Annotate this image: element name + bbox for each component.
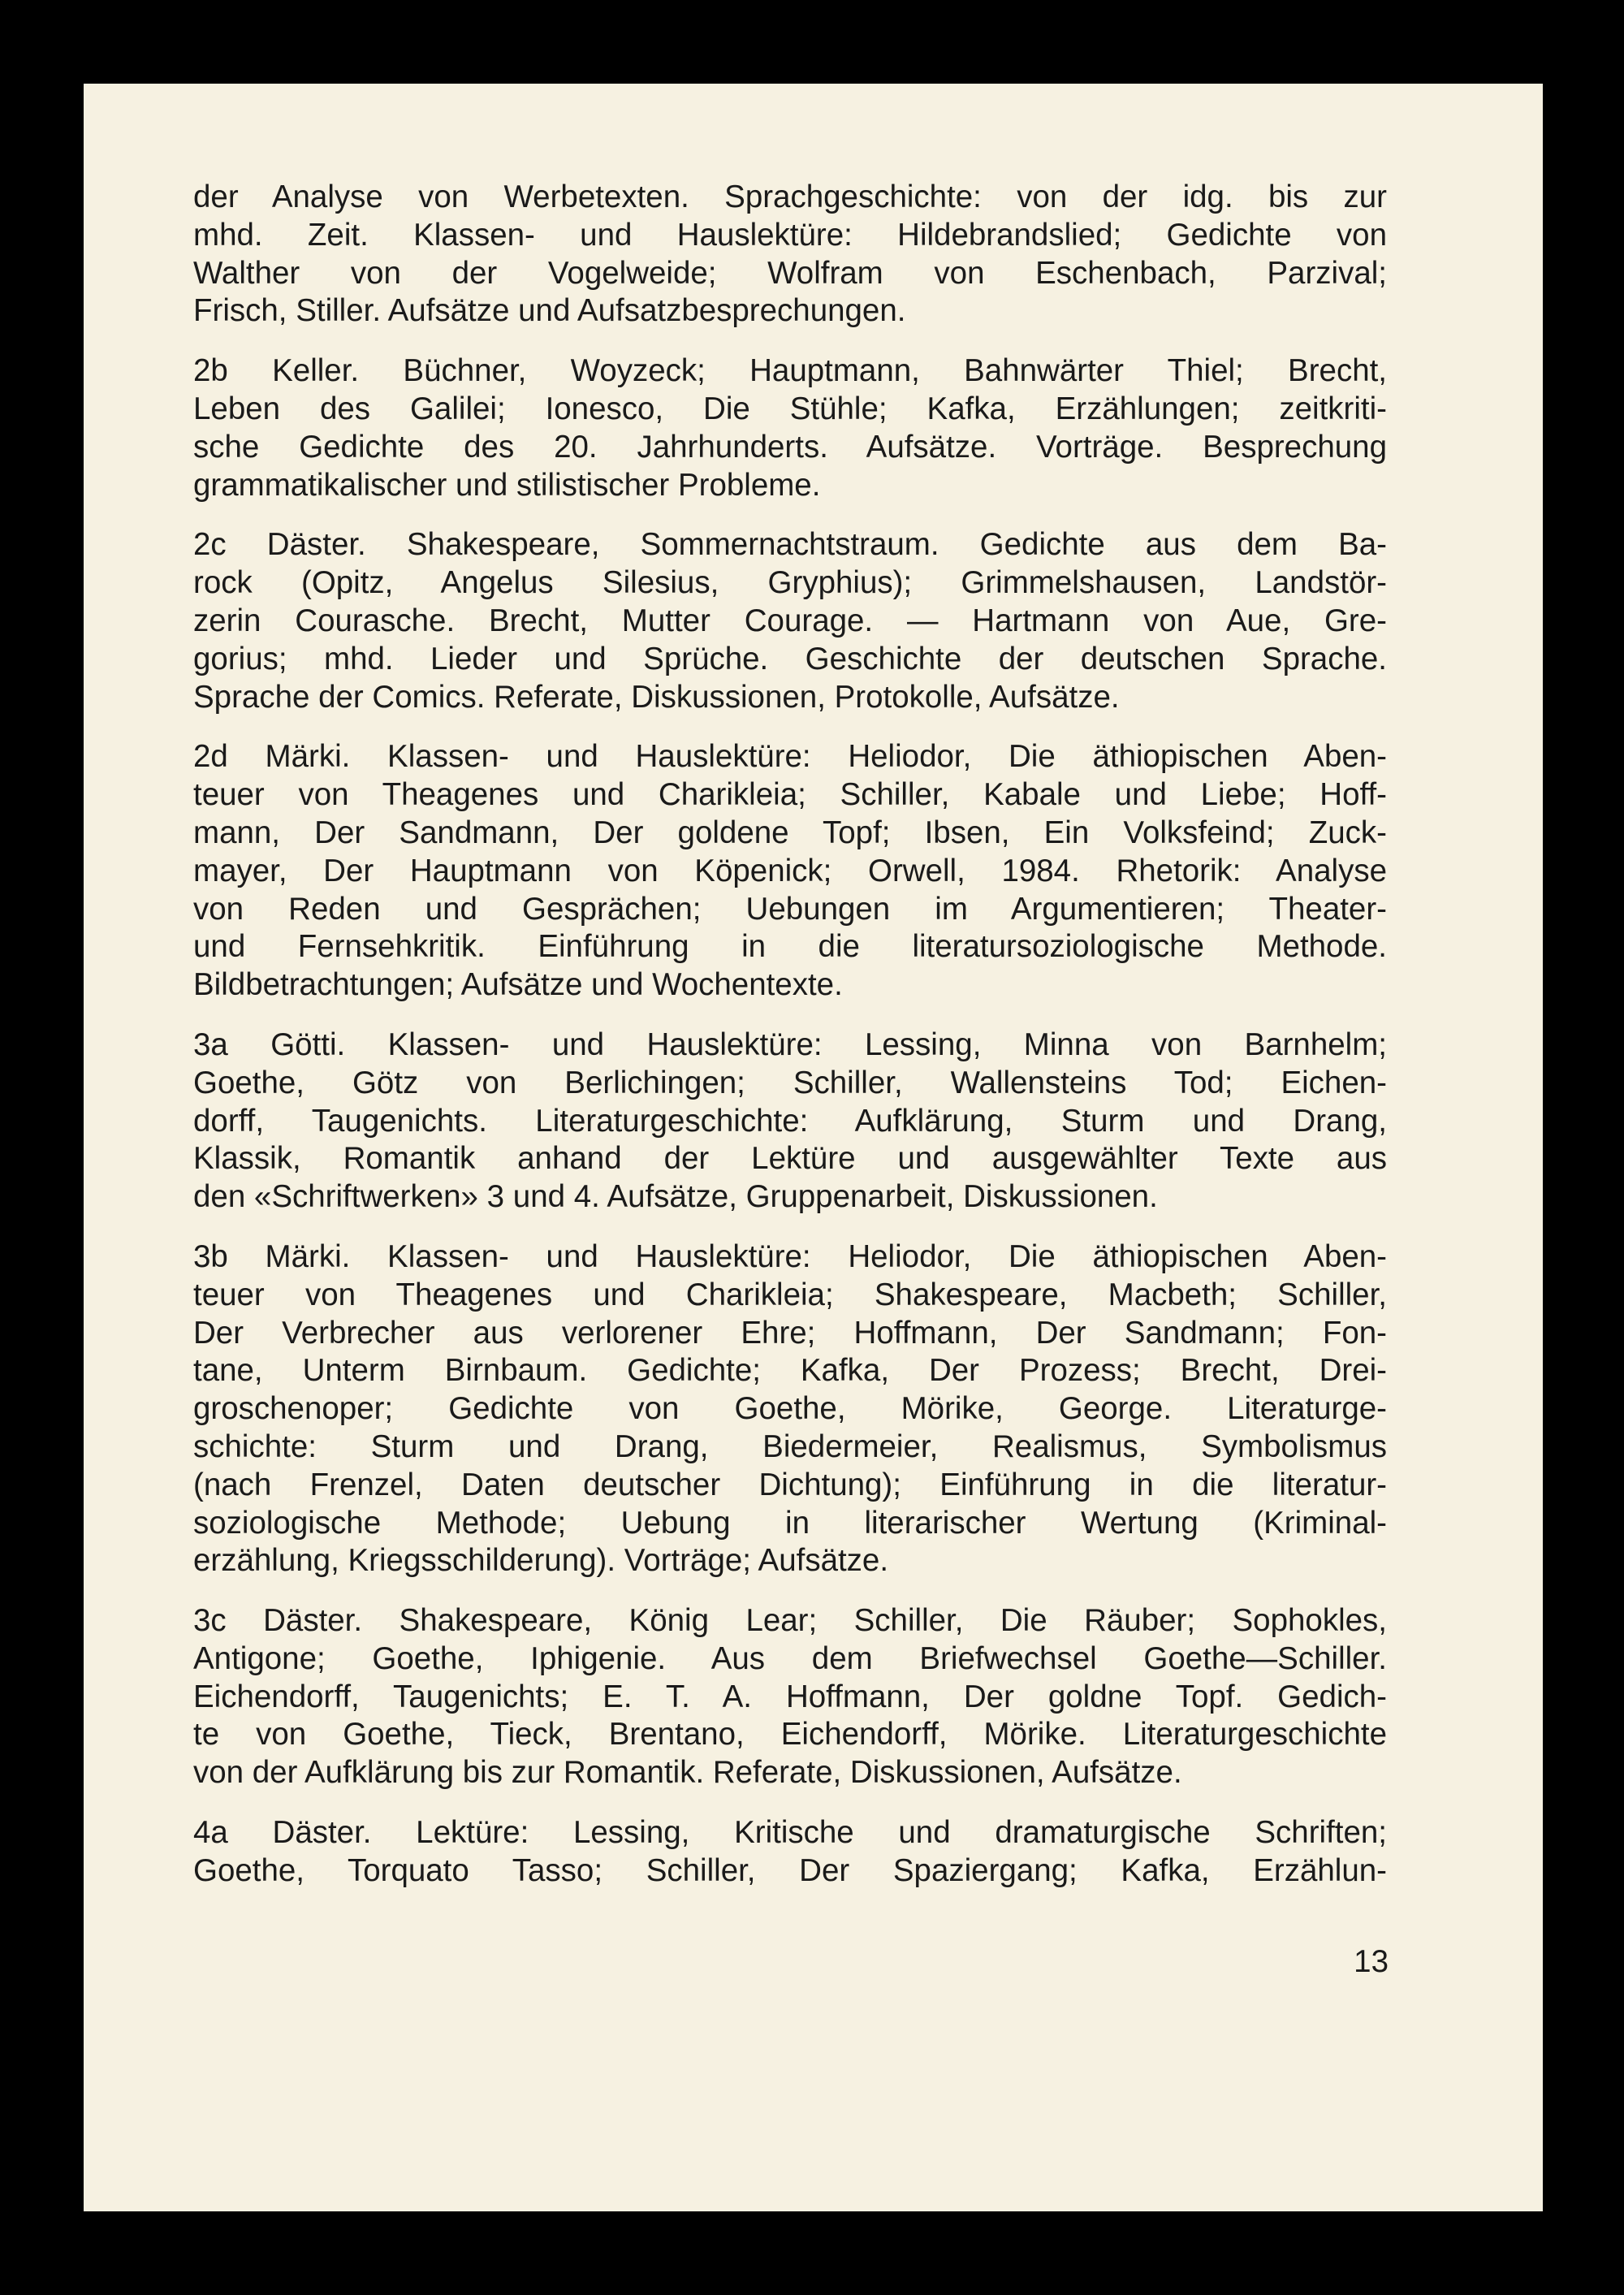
text-line: 4a Däster. Lektüre: Lessing, Kritische und dramaturgische Schriften;	[193, 1815, 1387, 1851]
text-line: erzählung, Kriegsschilderung). Vorträge; Aufsätze.	[193, 1543, 889, 1579]
paragraph-2b	[193, 352, 1387, 504]
paragraph-2c	[193, 526, 1387, 716]
text-line: der Analyse von Werbetexten. Sprachgeschichte: von der idg. bis zur	[193, 179, 1387, 214]
text-line: sche Gedichte des 20. Jahrhunderts. Aufsätze. Vorträge. Besprechung	[193, 429, 1387, 465]
text-line: den «Schriftwerken» 3 und 4. Aufsätze, Gruppenarbeit, Diskussionen.	[193, 1179, 1158, 1215]
text-line: mann, Der Sandmann, Der goldene Topf; Ibsen, Ein Volksfeind; Zuck-	[193, 815, 1387, 850]
text-line: Goethe, Torquato Tasso; Schiller, Der Spaziergang; Kafka, Erzählun-	[193, 1852, 1387, 1888]
text-line: teuer von Theagenes und Charikleia; Shakespeare, Macbeth; Schiller,	[193, 1277, 1387, 1312]
text-line: Walther von der Vogelweide; Wolfram von Eschenbach, Parzival;	[193, 255, 1387, 291]
paragraph-3b	[193, 1238, 1387, 1580]
page-body	[193, 179, 1387, 1912]
text-line: 2c Däster. Shakespeare, Sommernachtstraum. Gedichte aus dem Ba-	[193, 527, 1387, 563]
text-line: Sprache der Comics. Referate, Diskussionen, Protokolle, Aufsätze.	[193, 679, 1120, 715]
text-line: mhd. Zeit. Klassen- und Hauslektüre: Hildebrandslied; Gedichte von	[193, 217, 1387, 253]
text-line: 3b Märki. Klassen- und Hauslektüre: Heliodor, Die äthiopischen Aben-	[193, 1238, 1387, 1274]
text-line: Leben des Galilei; Ionesco, Die Stühle; Kafka, Erzählungen; zeitkriti-	[193, 391, 1387, 426]
text-line: groschenoper; Gedichte von Goethe, Mörike, George. Literaturge-	[193, 1391, 1387, 1427]
text-line: Klassik, Romantik anhand der Lektüre und ausgewählter Texte aus	[193, 1141, 1387, 1177]
text-line: 2b Keller. Büchner, Woyzeck; Hauptmann, Bahnwärter Thiel; Brecht,	[193, 353, 1387, 389]
text-line: Goethe, Götz von Berlichingen; Schiller, Wallensteins Tod; Eichen-	[193, 1065, 1387, 1100]
text-line: 3c Däster. Shakespeare, König Lear; Schiller, Die Räuber; Sophokles,	[193, 1603, 1387, 1639]
text-line: Der Verbrecher aus verlorener Ehre; Hoffmann, Der Sandmann; Fon-	[193, 1315, 1387, 1351]
text-line: tane, Unterm Birnbaum. Gedichte; Kafka, Der Prozess; Brecht, Drei-	[193, 1353, 1387, 1389]
paragraph-3a	[193, 1026, 1387, 1217]
text-line: rock (Opitz, Angelus Silesius, Gryphius); Grimmelshausen, Landstör-	[193, 565, 1387, 601]
text-line: zerin Courasche. Brecht, Mutter Courage. — Hartmann von Aue, Gre-	[193, 603, 1387, 638]
paragraph-continuation	[193, 179, 1387, 331]
page-number: 13	[1354, 1944, 1389, 1979]
text-line: Eichendorff, Taugenichts; E. T. A. Hoffmann, Der goldne Topf. Gedich-	[193, 1679, 1387, 1714]
text-line: Antigone; Goethe, Iphigenie. Aus dem Briefwechsel Goethe—Schiller.	[193, 1640, 1387, 1676]
text-line: dorff, Taugenichts. Literaturgeschichte: Aufklärung, Sturm und Drang,	[193, 1103, 1387, 1139]
text-line: und Fernsehkritik. Einführung in die literatursoziologische Methode.	[193, 929, 1387, 965]
text-line: von Reden und Gesprächen; Uebungen im Argumentieren; Theater-	[193, 891, 1387, 927]
text-line: 2d Märki. Klassen- und Hauslektüre: Heliodor, Die äthiopischen Aben-	[193, 739, 1387, 775]
text-line: mayer, Der Hauptmann von Köpenick; Orwell, 1984. Rhetorik: Analyse	[193, 853, 1387, 888]
text-line: Frisch, Stiller. Aufsätze und Aufsatzbesprechungen.	[193, 293, 906, 329]
text-line: Bildbetrachtungen; Aufsätze und Wochentexte.	[193, 967, 843, 1003]
text-line: (nach Frenzel, Daten deutscher Dichtung); Einführung in die literatur-	[193, 1467, 1387, 1502]
text-line: grammatikalischer und stilistischer Probleme.	[193, 467, 821, 503]
paragraph-4a	[193, 1814, 1387, 1891]
paragraph-2d	[193, 738, 1387, 1005]
text-line: soziologische Methode; Uebung in literarischer Wertung (Kriminal-	[193, 1505, 1387, 1541]
text-line: schichte: Sturm und Drang, Biedermeier, Realismus, Symbolismus	[193, 1428, 1387, 1464]
text-line: teuer von Theagenes und Charikleia; Schiller, Kabale und Liebe; Hoff-	[193, 777, 1387, 813]
text-line: te von Goethe, Tieck, Brentano, Eichendorff, Mörike. Literaturgeschichte	[193, 1717, 1387, 1753]
paragraph-3c	[193, 1602, 1387, 1792]
text-line: gorius; mhd. Lieder und Sprüche. Geschichte der deutschen Sprache.	[193, 641, 1387, 676]
text-line: 3a Götti. Klassen- und Hauslektüre: Lessing, Minna von Barnhelm;	[193, 1026, 1387, 1062]
text-line: von der Aufklärung bis zur Romantik. Referate, Diskussionen, Aufsätze.	[193, 1755, 1182, 1791]
